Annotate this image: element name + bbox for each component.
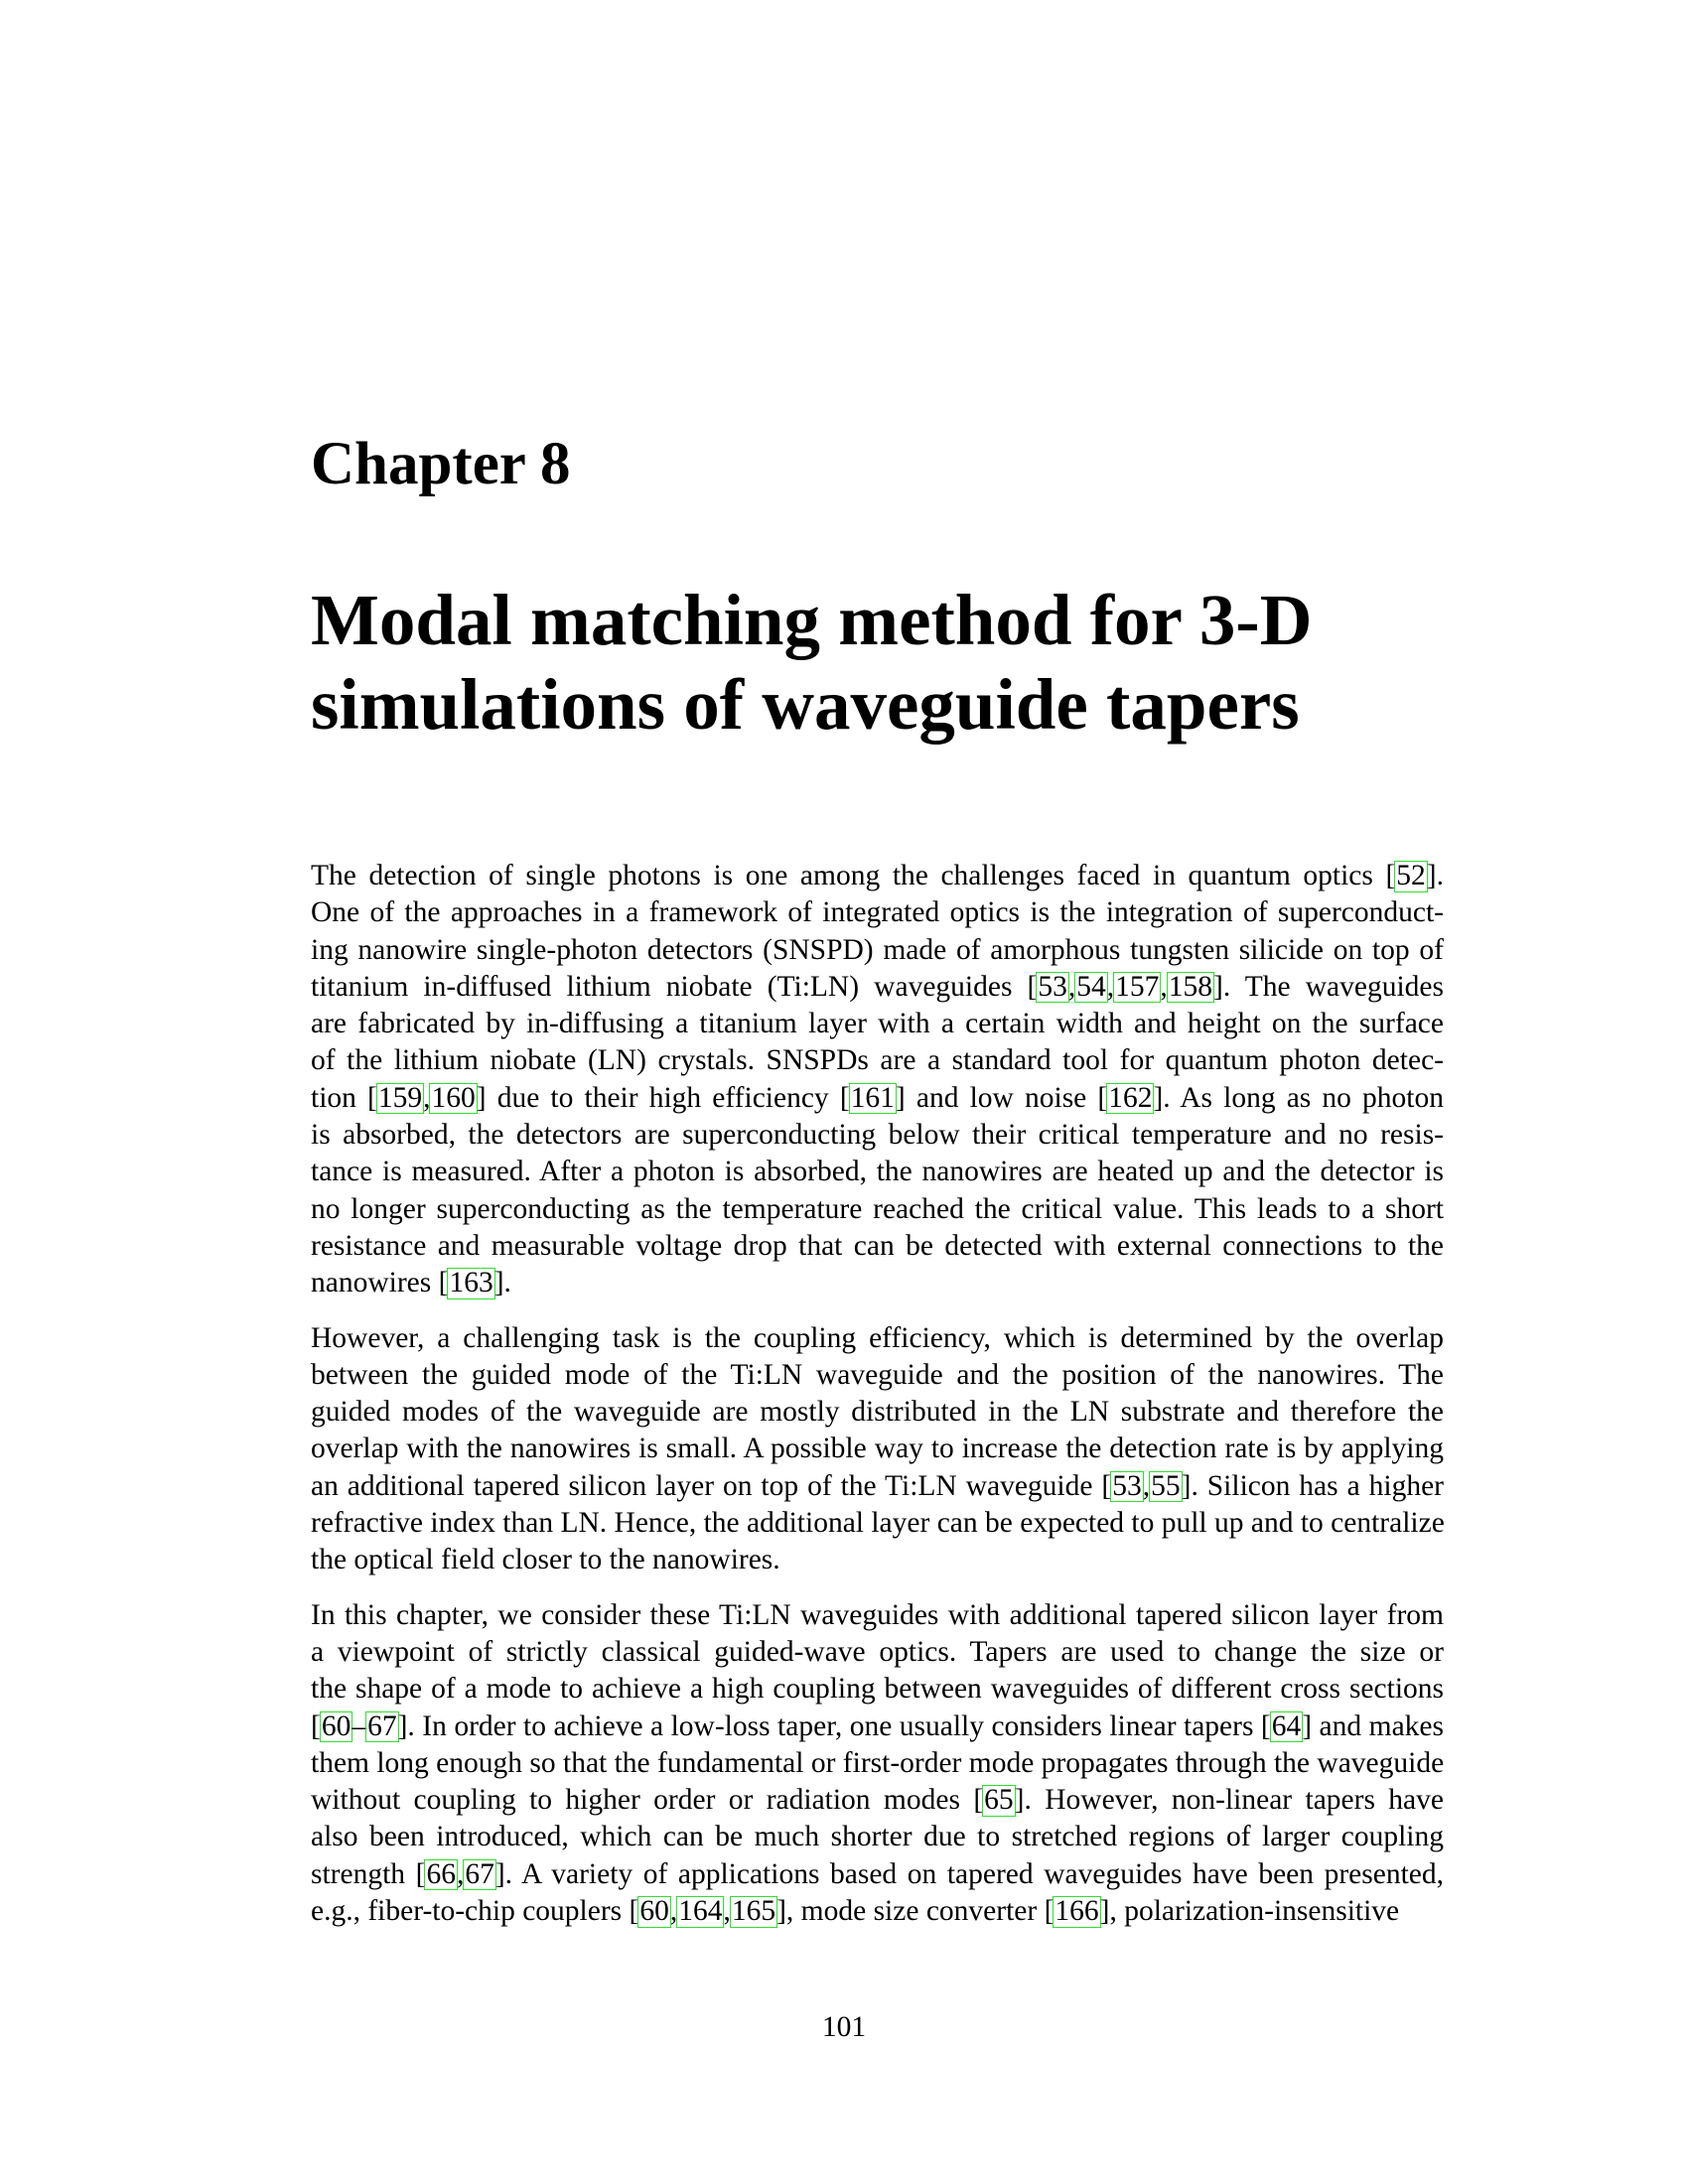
text-line xyxy=(311,1893,1444,1930)
text-segment: ]. The waveguides xyxy=(1213,970,1445,1003)
citation-link[interactable]: 64 xyxy=(1271,1709,1302,1742)
text-line xyxy=(311,1708,1444,1745)
text-line xyxy=(311,1745,1444,1782)
text-segment: guided modes of the waveguide are mostly distributed in the LN substrate and therefore the xyxy=(311,1396,1444,1429)
citation-link[interactable]: 65 xyxy=(984,1784,1014,1817)
text-segment: ]. Silicon has a higher xyxy=(1181,1469,1444,1502)
text-segment: the shape of a mode to achieve a high coupling between waveguides of different cross sections xyxy=(311,1673,1444,1706)
text-line xyxy=(311,1597,1444,1634)
text-line xyxy=(311,1117,1444,1154)
text-segment: , xyxy=(456,1857,465,1890)
citation-link[interactable]: 159 xyxy=(377,1081,423,1114)
text-segment: are fabricated by in-diffusing a titanium layer with a certain width and height on the surface xyxy=(311,1008,1444,1040)
text-line xyxy=(311,1265,1444,1301)
citation-link[interactable]: 158 xyxy=(1168,970,1212,1003)
text-segment: [ xyxy=(311,1709,321,1742)
text-segment: without coupling to higher order or radiation modes [ xyxy=(311,1784,984,1817)
text-segment: , xyxy=(1160,970,1168,1003)
text-line xyxy=(311,1819,1444,1855)
text-segment: In this chapter, we consider these Ti:LN waveguides with additional tapered silicon layer from xyxy=(311,1598,1444,1631)
paragraph xyxy=(311,1320,1444,1579)
text-segment: overlap with the nanowires is small. A possible way to increase the detection rate is by applying xyxy=(311,1433,1444,1465)
text-segment: nanowires [ xyxy=(311,1267,449,1299)
text-segment: ]. In order to achieve a low-loss taper, one usually considers linear tapers [ xyxy=(397,1709,1271,1742)
text-segment: them long enough so that the fundamental or first-order mode propagates through the waveguide xyxy=(311,1746,1445,1779)
text-segment: ]. xyxy=(1426,860,1444,891)
text-line xyxy=(311,969,1444,1006)
text-line xyxy=(311,1006,1444,1042)
text-line xyxy=(311,1320,1444,1357)
text-segment: ] and makes xyxy=(1302,1709,1444,1742)
text-segment: ]. However, non-linear tapers have xyxy=(1014,1784,1444,1817)
text-segment: , xyxy=(1142,1469,1151,1502)
text-segment: tion [ xyxy=(311,1081,377,1114)
text-segment: However, a challenging task is the coupling efficiency, which is determined by the overlap xyxy=(311,1321,1444,1354)
text-segment: is absorbed, the detectors are superconducting below their critical temperature and no resis- xyxy=(311,1119,1444,1152)
citation-link[interactable]: 67 xyxy=(465,1857,494,1890)
citation-link[interactable]: 164 xyxy=(678,1895,723,1928)
text-segment: , xyxy=(1067,970,1076,1003)
text-segment: tance is measured. After a photon is absorbed, the nanowires are heated up and the detector is xyxy=(311,1156,1444,1188)
citation-link[interactable]: 66 xyxy=(426,1857,456,1890)
citation-link[interactable]: 53 xyxy=(1112,1469,1142,1502)
text-line xyxy=(311,1505,1444,1542)
paragraph xyxy=(311,1597,1444,1931)
citation-link[interactable]: 60 xyxy=(321,1709,352,1742)
citation-link[interactable]: 165 xyxy=(731,1895,776,1928)
text-segment: One of the approaches in a framework of integrated optics is the integration of superconduct- xyxy=(311,896,1444,929)
text-segment: a viewpoint of strictly classical guided-wave optics. Tapers are used to change the size or xyxy=(311,1635,1444,1668)
body-text xyxy=(311,858,1444,1930)
text-segment: ], mode size converter [ xyxy=(776,1895,1055,1928)
text-line xyxy=(311,932,1444,969)
text-segment: resistance and measurable voltage drop that can be detected with external connections to the xyxy=(311,1229,1444,1262)
citation-link[interactable]: 60 xyxy=(639,1895,669,1928)
citation-link[interactable]: 163 xyxy=(449,1267,493,1299)
text-line xyxy=(311,1671,1444,1707)
text-segment: refractive index than LN. Hence, the additional layer can be expected to pull up and to centralize xyxy=(311,1507,1445,1540)
chapter-title xyxy=(311,578,1453,747)
text-line xyxy=(311,1228,1444,1265)
chapter-label: Chapter 8 xyxy=(311,431,571,497)
citation-link[interactable]: 55 xyxy=(1151,1469,1181,1502)
text-segment: , xyxy=(669,1895,678,1928)
citation-link[interactable]: 160 xyxy=(431,1081,476,1114)
paragraph-gap xyxy=(311,1302,1444,1320)
citation-link[interactable]: 53 xyxy=(1038,970,1067,1003)
text-line xyxy=(311,1856,1444,1893)
text-segment: – xyxy=(352,1709,367,1742)
text-segment: , xyxy=(1106,970,1115,1003)
text-segment: no longer superconducting as the temperature reached the critical value. This leads to a short xyxy=(311,1192,1444,1225)
text-segment: ] and low noise [ xyxy=(895,1081,1108,1114)
text-segment: also been introduced, which can be much shorter due to stretched regions of larger coupling xyxy=(311,1821,1444,1853)
text-line xyxy=(311,1394,1444,1431)
text-line xyxy=(311,1154,1444,1190)
text-segment: , xyxy=(423,1081,431,1114)
citation-link[interactable]: 157 xyxy=(1115,970,1160,1003)
text-line xyxy=(311,1634,1444,1671)
citation-link[interactable]: 67 xyxy=(367,1709,397,1742)
text-segment: The detection of single photons is one among the challenges faced in quantum optics [ xyxy=(311,860,1396,891)
citation-link[interactable]: 162 xyxy=(1108,1081,1153,1114)
text-line xyxy=(311,1042,1444,1079)
text-line xyxy=(311,1782,1444,1819)
text-segment: , xyxy=(723,1895,731,1928)
text-segment: ]. As long as no photon xyxy=(1153,1081,1445,1114)
text-line xyxy=(311,1542,1444,1578)
citation-link[interactable]: 54 xyxy=(1076,970,1106,1003)
text-segment: of the lithium niobate (LN) crystals. SNSPDs are a standard tool for quantum photon detec- xyxy=(311,1044,1444,1077)
paragraph-gap xyxy=(311,1579,1444,1597)
page-number: 101 xyxy=(821,2011,867,2043)
text-segment: ], polarization-insensitive xyxy=(1099,1895,1400,1928)
citation-link[interactable]: 161 xyxy=(850,1081,895,1114)
text-segment: ing nanowire single-photon detectors (SNSPD) made of amorphous tungsten silicide on top of xyxy=(311,933,1444,966)
text-line xyxy=(311,1357,1444,1394)
text-segment: the optical field closer to the nanowires. xyxy=(311,1544,780,1576)
text-line xyxy=(311,1191,1444,1228)
text-segment: titanium in-diffused lithium niobate (Ti:LN) waveguides [ xyxy=(311,970,1038,1003)
citation-link[interactable]: 52 xyxy=(1396,860,1426,891)
text-line xyxy=(311,894,1444,931)
paragraph xyxy=(311,858,1444,1302)
text-segment: strength [ xyxy=(311,1857,426,1890)
chapter-title-line: simulations of waveguide tapers xyxy=(311,664,1300,745)
text-line xyxy=(311,1468,1444,1505)
text-segment: ]. A variety of applications based on tapered waveguides have been presented, xyxy=(494,1857,1444,1890)
text-line xyxy=(311,1080,1444,1117)
text-segment: e.g., fiber-to-chip couplers [ xyxy=(311,1895,639,1928)
citation-link[interactable]: 166 xyxy=(1055,1895,1099,1928)
text-segment: between the guided mode of the Ti:LN waveguide and the position of the nanowires. The xyxy=(311,1358,1444,1391)
text-line xyxy=(311,858,1444,894)
text-segment: an additional tapered silicon layer on top of the Ti:LN waveguide [ xyxy=(311,1469,1112,1502)
text-line xyxy=(311,1431,1444,1467)
text-segment: ]. xyxy=(493,1267,511,1299)
chapter-title-line: Modal matching method for 3-D xyxy=(311,580,1313,660)
text-segment: ] due to their high efficiency [ xyxy=(476,1081,850,1114)
